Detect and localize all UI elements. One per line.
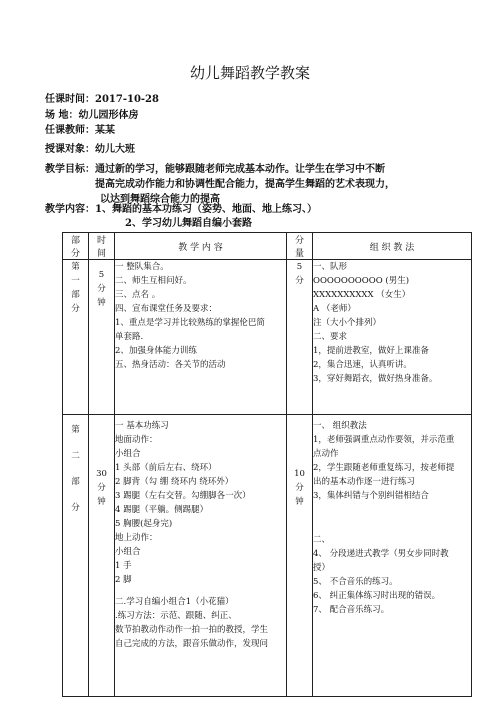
- page-title: 幼儿舞蹈教学教案: [189, 64, 310, 82]
- table-row: [63, 415, 472, 697]
- header-time: 时 间: [89, 233, 115, 260]
- goal-line-3: 以达到舞蹈综合能力的提高: [100, 194, 220, 205]
- header-amount: 分 量: [287, 233, 313, 260]
- info-time: 任课时间：2017-10-28: [45, 94, 159, 105]
- part1-label: 第 一 部 分: [63, 260, 89, 415]
- part2-time: 30 分 钟: [89, 415, 115, 697]
- part2-label: 第 二 部 分: [63, 415, 89, 697]
- goal-line-1: 教学目标：通过新的学习，能够跟随老师完成基本动作。让学生在学习中不断: [45, 164, 385, 175]
- content-line-2: 2、学习幼儿舞蹈自编小套路: [125, 218, 252, 229]
- part2-method: 一、 组织教法 1，老师强调重点动作要领，并示范重 点动作 2，学生跟随老师重复练习，按老师提 出的基本动作逐一进行练习 3，集体纠错与个别纠错相结合 二、 4、 分段递进式教学（男女步同时教 授） 5、 不合音乐的练习。 6、 纠正集体练习时出现的错误。 7、 配合音乐练习。: [313, 415, 472, 697]
- content-line-1: 教学内容：1、舞蹈的基本功练习（姿势、地面、地上练习、）: [45, 204, 317, 215]
- part1-content: 一 整队集合。 二、师生互相问好。 三、点名 。 四、宣布课堂任务及要求： 1、重点是学习并比较熟练的掌握伦巴简 单套路. 2、加强身体能力训练 五、热身活动：各关节的活动: [115, 260, 287, 415]
- table-row: [63, 260, 472, 415]
- lesson-table: [62, 232, 472, 697]
- info-target: 授课对象：幼儿大班: [45, 144, 135, 155]
- info-teacher: 任课教师：某某: [45, 125, 115, 136]
- part2-amount: 10 分 钟: [287, 415, 313, 697]
- header-method: 组 织 教 法: [313, 233, 472, 260]
- header-content: 教 学 内 容: [115, 233, 287, 260]
- part1-amount: 5 分: [287, 260, 313, 415]
- goal-line-2: 提高完成动作能力和协调性配合能力，提高学生舞蹈的艺术表现力，: [95, 179, 395, 190]
- part1-method: 一、队形 OOOOOOOOOO (男生) XXXXXXXXXX （女生） A （老师） 注（大小个排列） 二、要求 1，提前进教室，做好上课准备 2，集合迅速，认真听讲。 3，穿好舞蹈衣，做好热身准备。: [313, 260, 472, 415]
- header-part: 部 分: [63, 233, 89, 260]
- table-header-row: [63, 233, 472, 260]
- part1-time: 5 分 钟: [89, 260, 115, 415]
- info-place: 场 地：幼儿园形体房: [45, 110, 139, 121]
- part2-content: 一 基本功练习 地面动作： 小组合 1 头部（前后左右、绕环） 2 脚背（勾 绷 绕环内 绕环外） 3 踢腿（左右交替。勾绷脚各一次） 4 踢腿（平躺。侧踢腿） 5 胸腰(起身完) 地上动作： 小组合 1 手 2 脚 二.学习自编小组合1（小花猫） .练习方法：示范、跟随、纠正、 数节拍教动作动作一拍一拍的教授，学生 自己完成的方法，跟音乐做动作，发现问: [115, 415, 287, 697]
